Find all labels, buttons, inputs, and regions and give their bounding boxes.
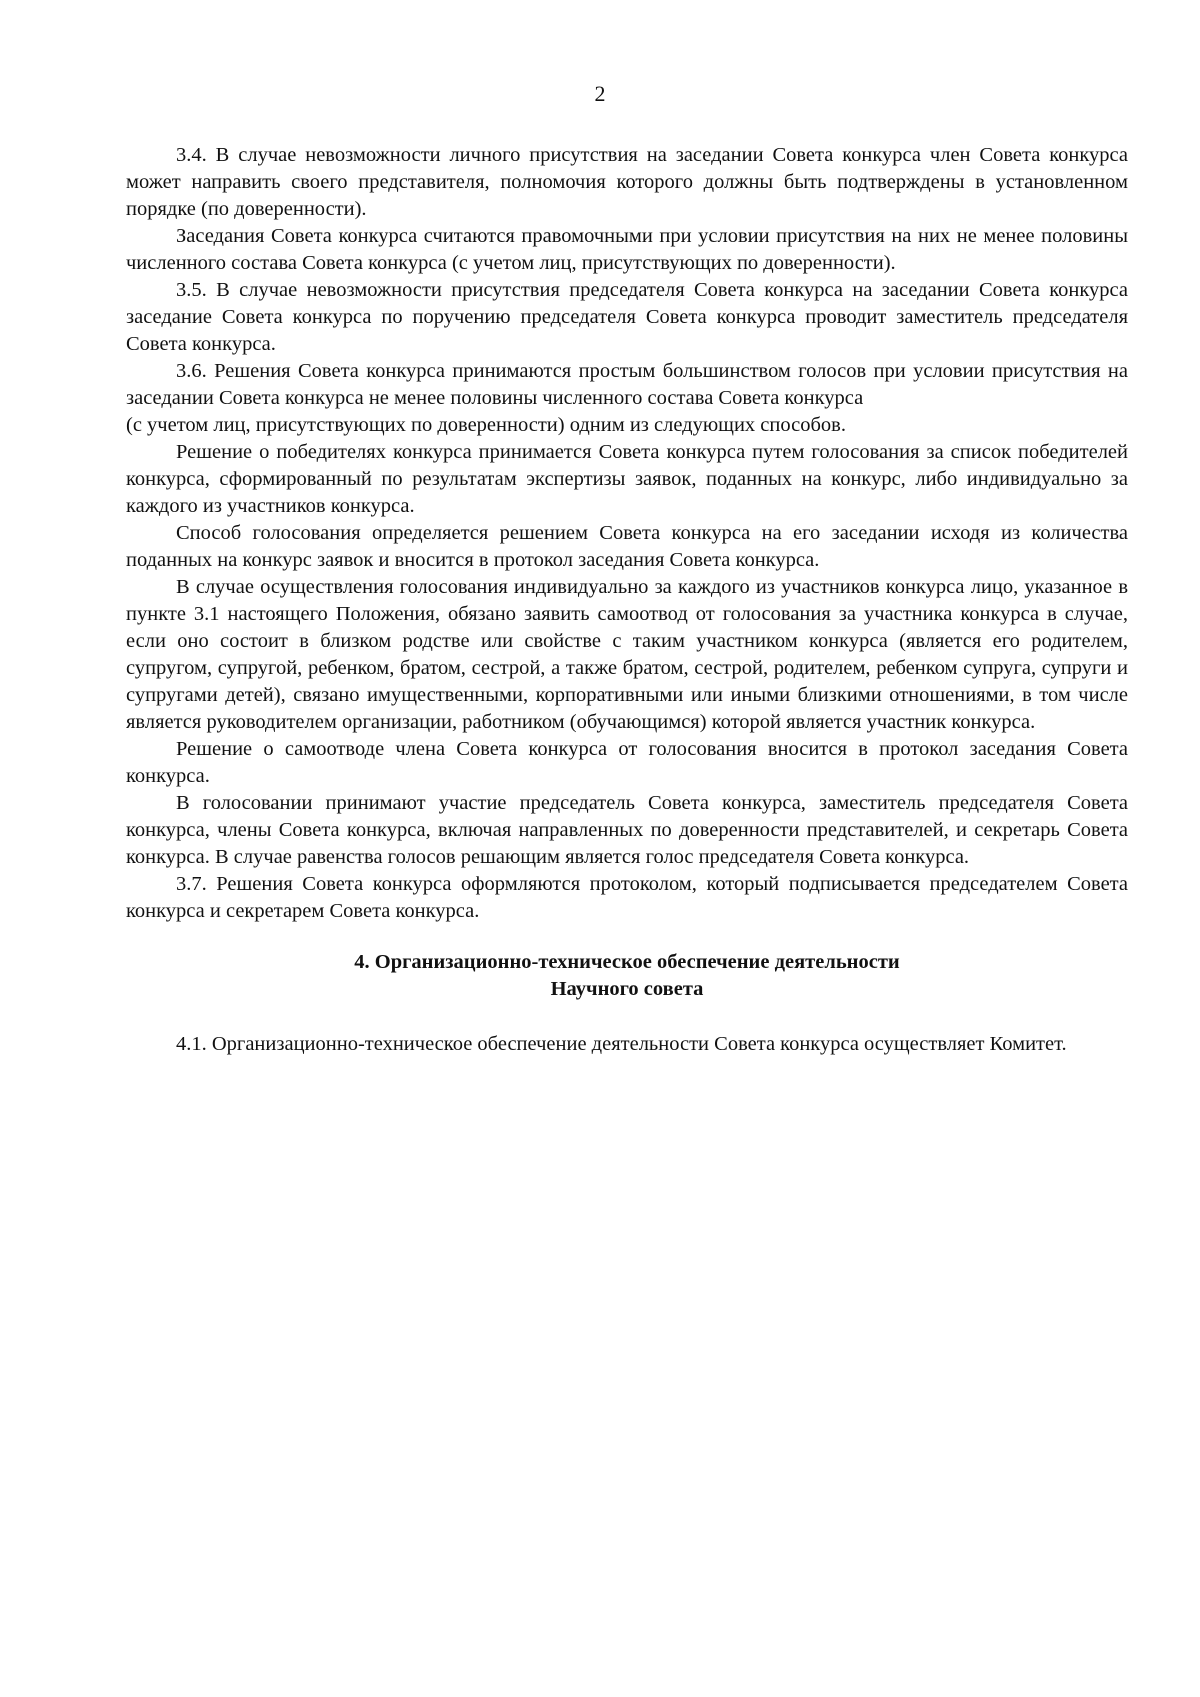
paragraph-winners-decision: Решение о победителях конкурса принимается Совета конкурса путем голосования за список победителей конкурса, сформированный по результатам экспертизы заявок, поданных на конкурс, либо индивидуально за каждого из участников конкурса. (126, 441, 1128, 517)
paragraph-3-4: 3.4. В случае невозможности личного присутствия на заседании Совета конкурса член Совета конкурса может направить своего представителя, полномочия которого должны быть подтверждены в установленном порядке (по доверенности). (126, 144, 1128, 220)
paragraph-self-recusal-rule: В случае осуществления голосования индивидуально за каждого из участников конкурса лицо, указанное в пункте 3.1 настоящего Положения, обязано заявить самоотвод от голосования за участника конкурса в случае, если оно состоит в близком родстве или свойстве с таким участником конкурса (является его родителем, супругом, супругой, ребенком, братом, сестрой, а также братом, сестрой, родителем, ребенком супруга, супруги и супругами детей), связано имущественными, корпоративными или иными близкими отношениями, в том числе является руководителем организации, работником (обучающимся) которой является участник конкурса. (126, 576, 1128, 733)
document-body (126, 142, 1128, 1058)
paragraph-3-7: 3.7. Решения Совета конкурса оформляются протоколом, который подписывается председателем Совета конкурса и секретарем Совета конкурса. (126, 873, 1128, 922)
paragraph-4-1: 4.1. Организационно-техническое обеспечение деятельности Совета конкурса осуществляет Комитет. (176, 1033, 1067, 1055)
paragraph-3-6: 3.6. Решения Совета конкурса принимаются простым большинством голосов при условии присутствия на заседании Совета конкурса не менее половины численного состава Совета конкурса (126, 360, 1128, 409)
paragraph-voting-participants: В голосовании принимают участие председатель Совета конкурса, заместитель председателя Совета конкурса, члены Совета конкурса, включая направленных по доверенности представителей, и секретарь Совета конкурса. В случае равенства голосов решающим является голос председателя Совета конкурса. (126, 792, 1128, 868)
paragraph-3-5: 3.5. В случае невозможности присутствия председателя Совета конкурса на заседании Совета конкурса заседание Совета конкурса по поручению председателя Совета конкурса проводит заместитель председателя Совета конкурса. (126, 279, 1128, 355)
paragraph-self-recusal-record: Решение о самоотводе члена Совета конкурса от голосования вносится в протокол заседания Совета конкурса. (126, 738, 1128, 787)
section-heading-line-1: 4. Организационно-техническое обеспечение деятельности (354, 951, 900, 973)
paragraph-voting-method: Способ голосования определяется решением Совета конкурса на его заседании исходя из количества поданных на конкурс заявок и вносится в протокол заседания Совета конкурса. (126, 522, 1128, 571)
section-heading (126, 949, 1128, 1003)
page-number: 2 (594, 81, 606, 106)
section-heading-line-2: Научного совета (550, 978, 704, 1000)
paragraph-3-6-continued: (с учетом лиц, присутствующих по доверенности) одним из следующих способов. (126, 414, 846, 436)
paragraph-quorum: Заседания Совета конкурса считаются правомочными при условии присутствия на них не менее половины численного состава Совета конкурса (с учетом лиц, присутствующих по доверенности). (126, 225, 1128, 274)
